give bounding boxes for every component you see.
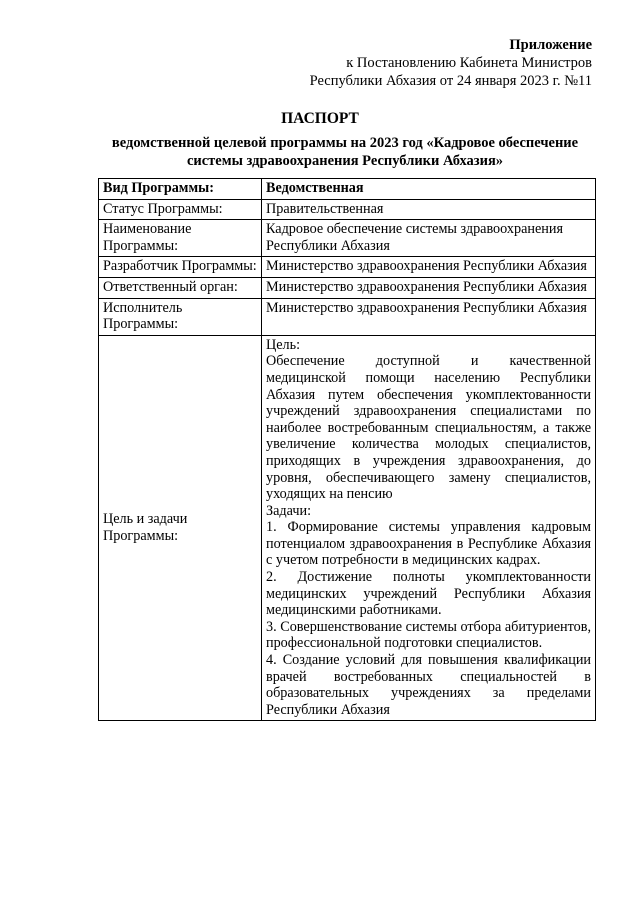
task-item: 2. Достижение полноты укомплектованности медицинских учреждений Республики Абхазия медицинскими работниками. xyxy=(266,569,591,619)
header-value: Ведомственная xyxy=(262,179,596,200)
subtitle-line-2: системы здравоохранения Республики Абхазия» xyxy=(186,153,504,169)
goal-heading: Цель: xyxy=(266,336,301,353)
document-title: ПАСПОРТ xyxy=(281,110,359,127)
passport-table xyxy=(98,178,596,721)
goals-row xyxy=(99,335,596,721)
row-label: Исполнитель Программы: xyxy=(99,298,262,335)
table-row xyxy=(99,257,596,278)
appendix-block xyxy=(310,36,592,90)
row-label: Наименование Программы: xyxy=(99,220,262,257)
row-label: Разработчик Программы: xyxy=(99,257,262,278)
row-value: Правительственная xyxy=(262,199,596,220)
subtitle-line-1: ведомственной целевой программы на 2023 год «Кадровое обеспечение xyxy=(111,135,579,151)
table-row xyxy=(99,199,596,220)
goals-content xyxy=(262,335,596,721)
goals-label: Цель и задачи Программы: xyxy=(99,335,262,721)
task-item: 1. Формирование системы управления кадровым потенциалом здравоохранения в Республике Абхазия с учетом потребности в медицинских кадрах. xyxy=(266,519,591,569)
row-label: Ответственный орган: xyxy=(99,277,262,298)
table-row xyxy=(99,220,596,257)
task-item: 3. Совершенствование системы отбора абитуриентов, профессиональной подготовки специалистов. xyxy=(266,618,591,652)
appendix-title: Приложение xyxy=(509,37,592,53)
table-row xyxy=(99,298,596,335)
row-value: Министерство здравоохранения Республики Абхазия xyxy=(262,257,596,278)
document-subtitle xyxy=(90,134,600,170)
row-label: Статус Программы: xyxy=(99,199,262,220)
row-value: Министерство здравоохранения Республики Абхазия xyxy=(262,298,596,335)
tasks-heading: Задачи: xyxy=(266,502,312,519)
appendix-line-2: Республики Абхазия от 24 января 2023 г. №11 xyxy=(309,73,592,89)
appendix-line-1: к Постановлению Кабинета Министров xyxy=(346,55,592,71)
row-value: Кадровое обеспечение системы здравоохранения Республики Абхазия xyxy=(262,220,596,257)
table-header-row xyxy=(99,179,596,200)
row-value: Министерство здравоохранения Республики Абхазия xyxy=(262,277,596,298)
task-item: 4. Создание условий для повышения квалификации врачей востребованных специальностей в образовательных учреждениях за пределами Республики Абхазия xyxy=(266,652,591,718)
goal-text: Обеспечение доступной и качественной медицинской помощи населению Республики Абхазия путем обеспечения укомплектованности учреждений здравоохранения специалистами по наиболее востребованным специальностям, а также увеличение количества молодых специалистов, приходящих в учреждения здравоохранения, до уровня, обеспечивающего замену специалистов, уходящих на пенсию xyxy=(266,353,591,503)
table-row xyxy=(99,277,596,298)
header-label: Вид Программы: xyxy=(99,179,262,200)
